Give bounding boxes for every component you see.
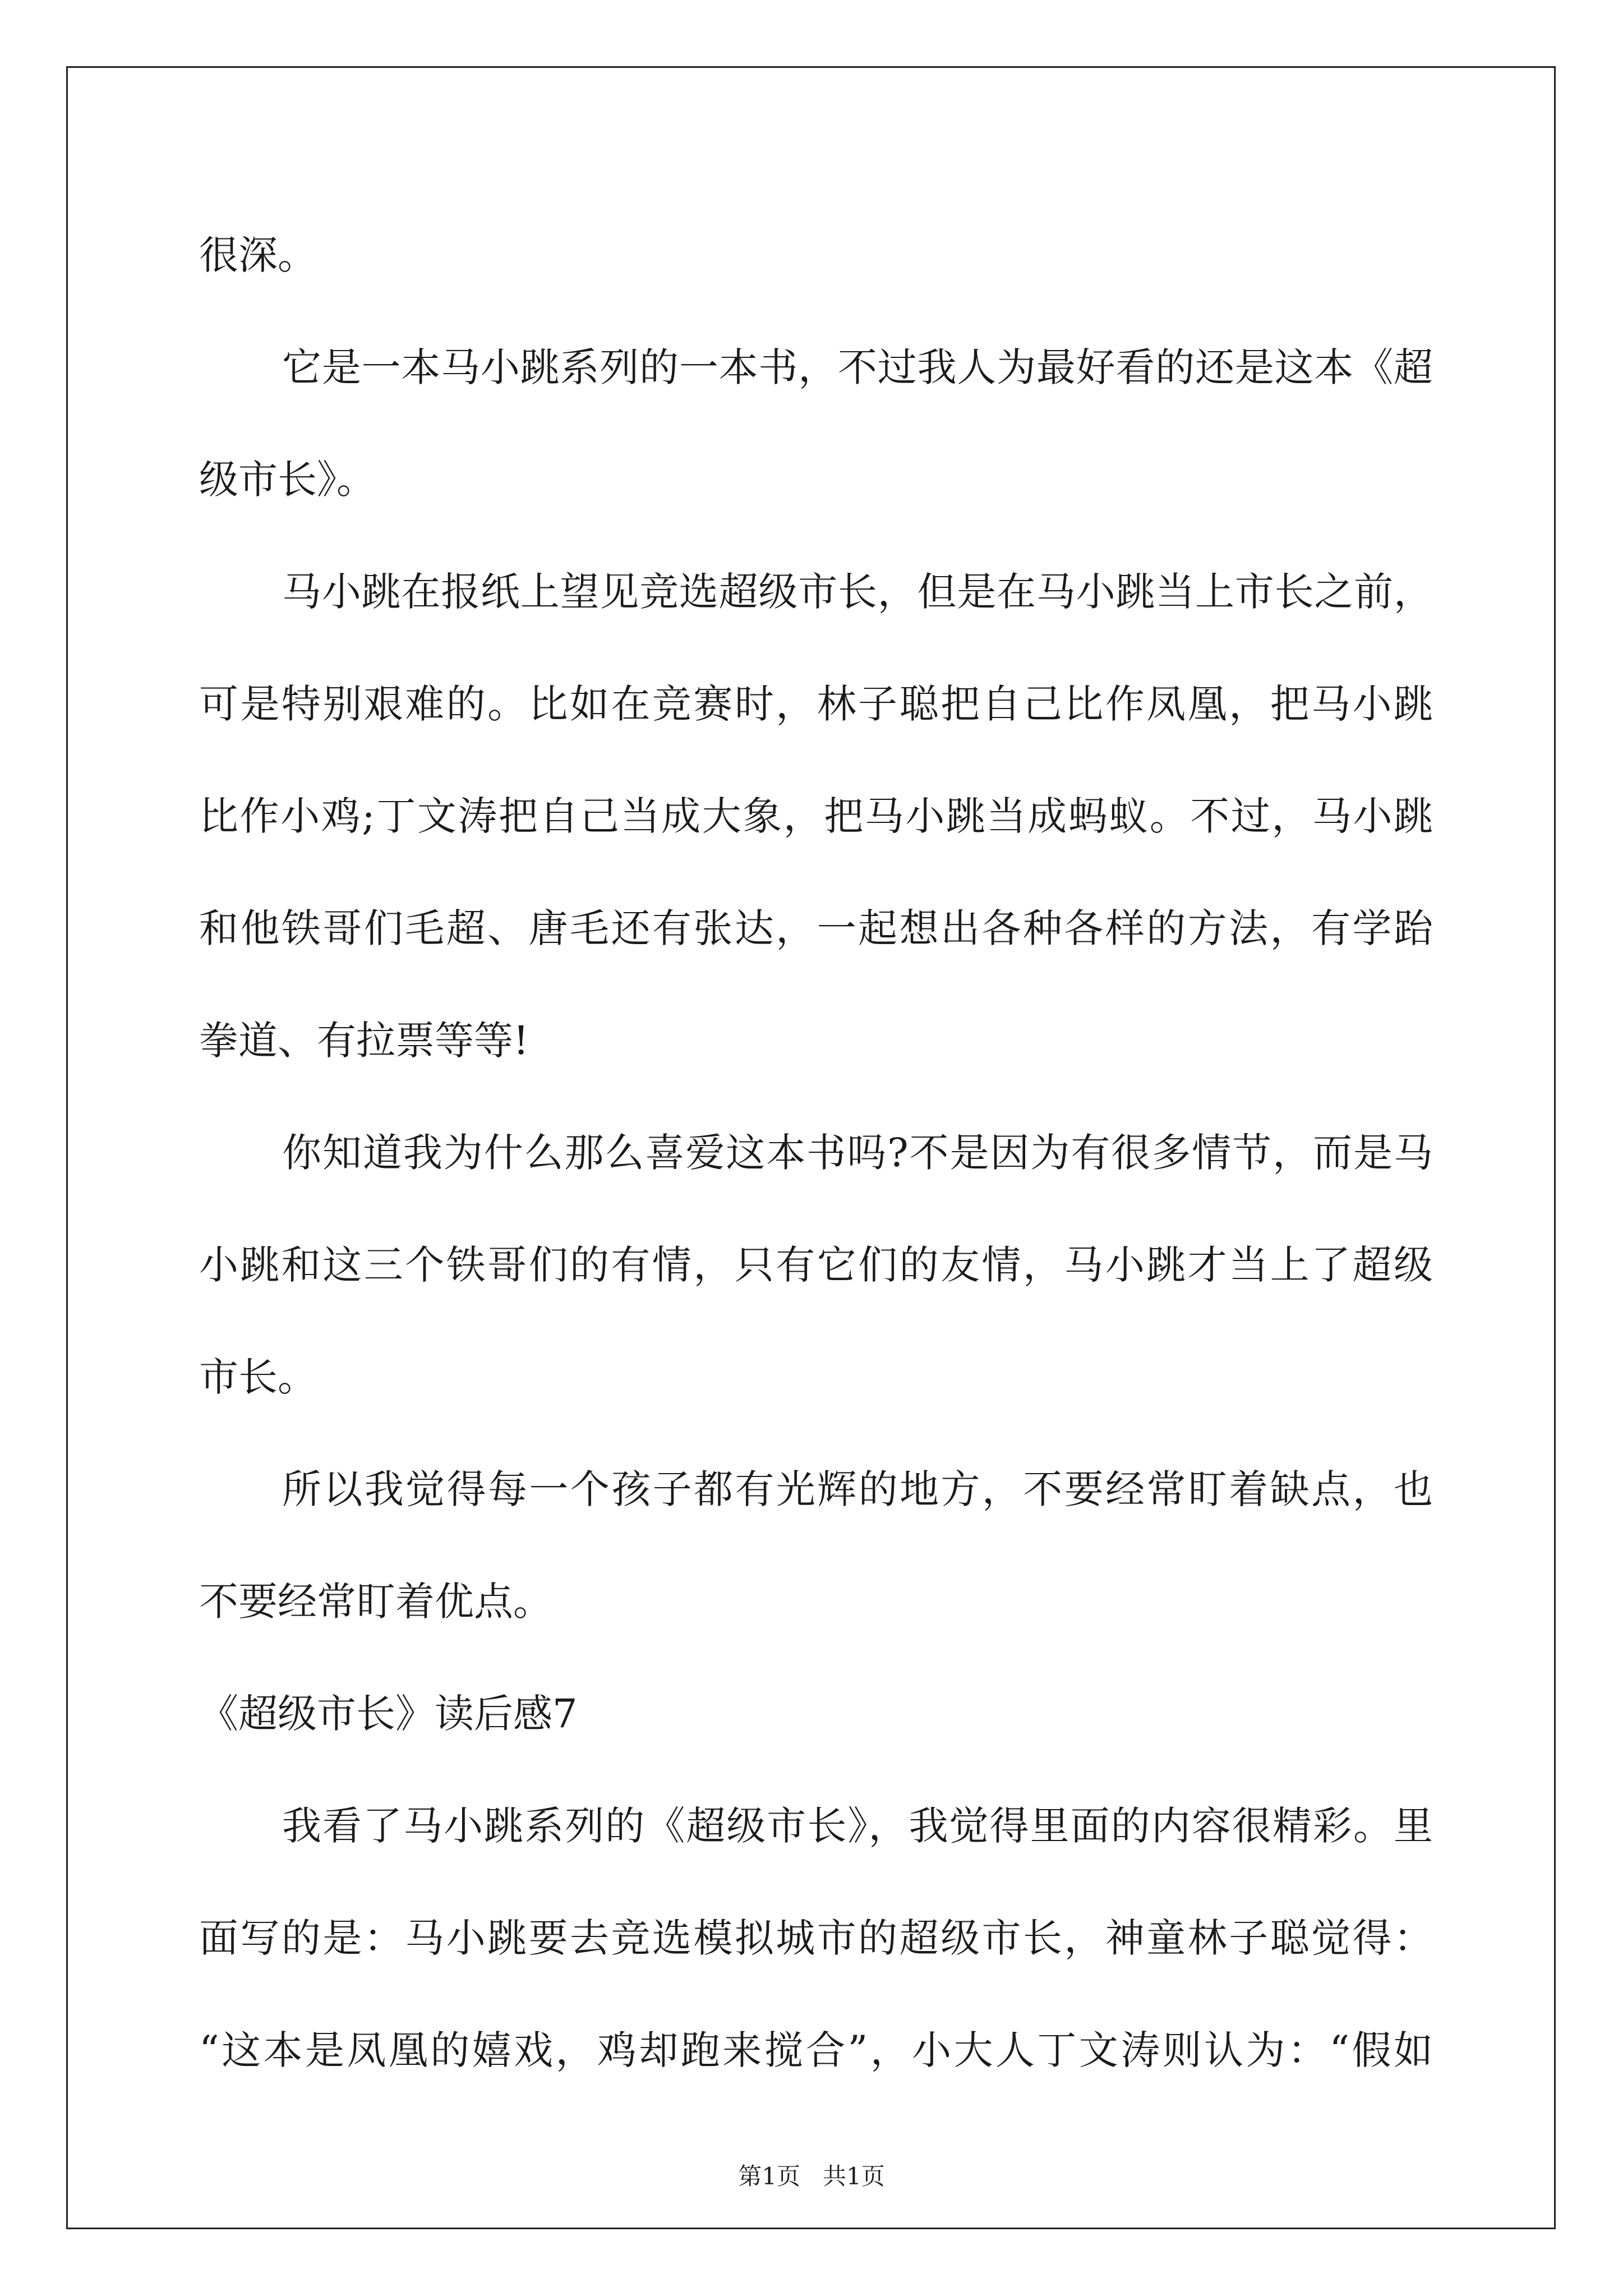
text-line: 面写的是：马小跳要去竞选模拟城市的超级市长，神童林子聪觉得： xyxy=(199,1915,1433,1961)
text-line: 很深。 xyxy=(199,232,317,278)
text-line: 级市长》。 xyxy=(199,457,376,503)
paragraph-start: 我看了马小跳系列的《超级市长》，我觉得里面的内容很精彩。里 xyxy=(282,1803,1433,1849)
paragraph-start: 你知道我为什么那么喜爱这本书吗?不是因为有很多情节，而是马 xyxy=(282,1130,1433,1176)
section-heading: 《超级市长》读后感7 xyxy=(199,1691,578,1737)
page-footer: 第1页 共1页 xyxy=(738,2162,885,2190)
text-line: 和他铁哥们毛超、唐毛还有张达，一起想出各种各样的方法，有学跆 xyxy=(199,905,1433,951)
text-line: 不要经常盯着优点。 xyxy=(199,1579,552,1625)
document-body xyxy=(199,199,1433,2106)
text-line: 比作小鸡;丁文涛把自己当成大象，把马小跳当成蚂蚁。不过，马小跳 xyxy=(199,793,1433,839)
paragraph-start: 马小跳在报纸上望见竞选超级市长，但是在马小跳当上市长之前， xyxy=(282,569,1433,615)
text-line: “这本是凤凰的嬉戏，鸡却跑来搅合”，小大人丁文涛则认为：“假如 xyxy=(199,2027,1433,2073)
paragraph-start: 所以我觉得每一个孩子都有光辉的地方，不要经常盯着缺点，也 xyxy=(282,1466,1433,1512)
text-line: 可是特别艰难的。比如在竞赛时，林子聪把自己比作凤凰，把马小跳 xyxy=(199,681,1433,727)
text-line: 拳道、有拉票等等! xyxy=(199,1018,529,1064)
text-line: 市长。 xyxy=(199,1354,317,1400)
text-line: 小跳和这三个铁哥们的有情，只有它们的友情，马小跳才当上了超级 xyxy=(199,1242,1433,1288)
paragraph-start: 它是一本马小跳系列的一本书，不过我人为最好看的还是这本《超 xyxy=(282,344,1433,390)
